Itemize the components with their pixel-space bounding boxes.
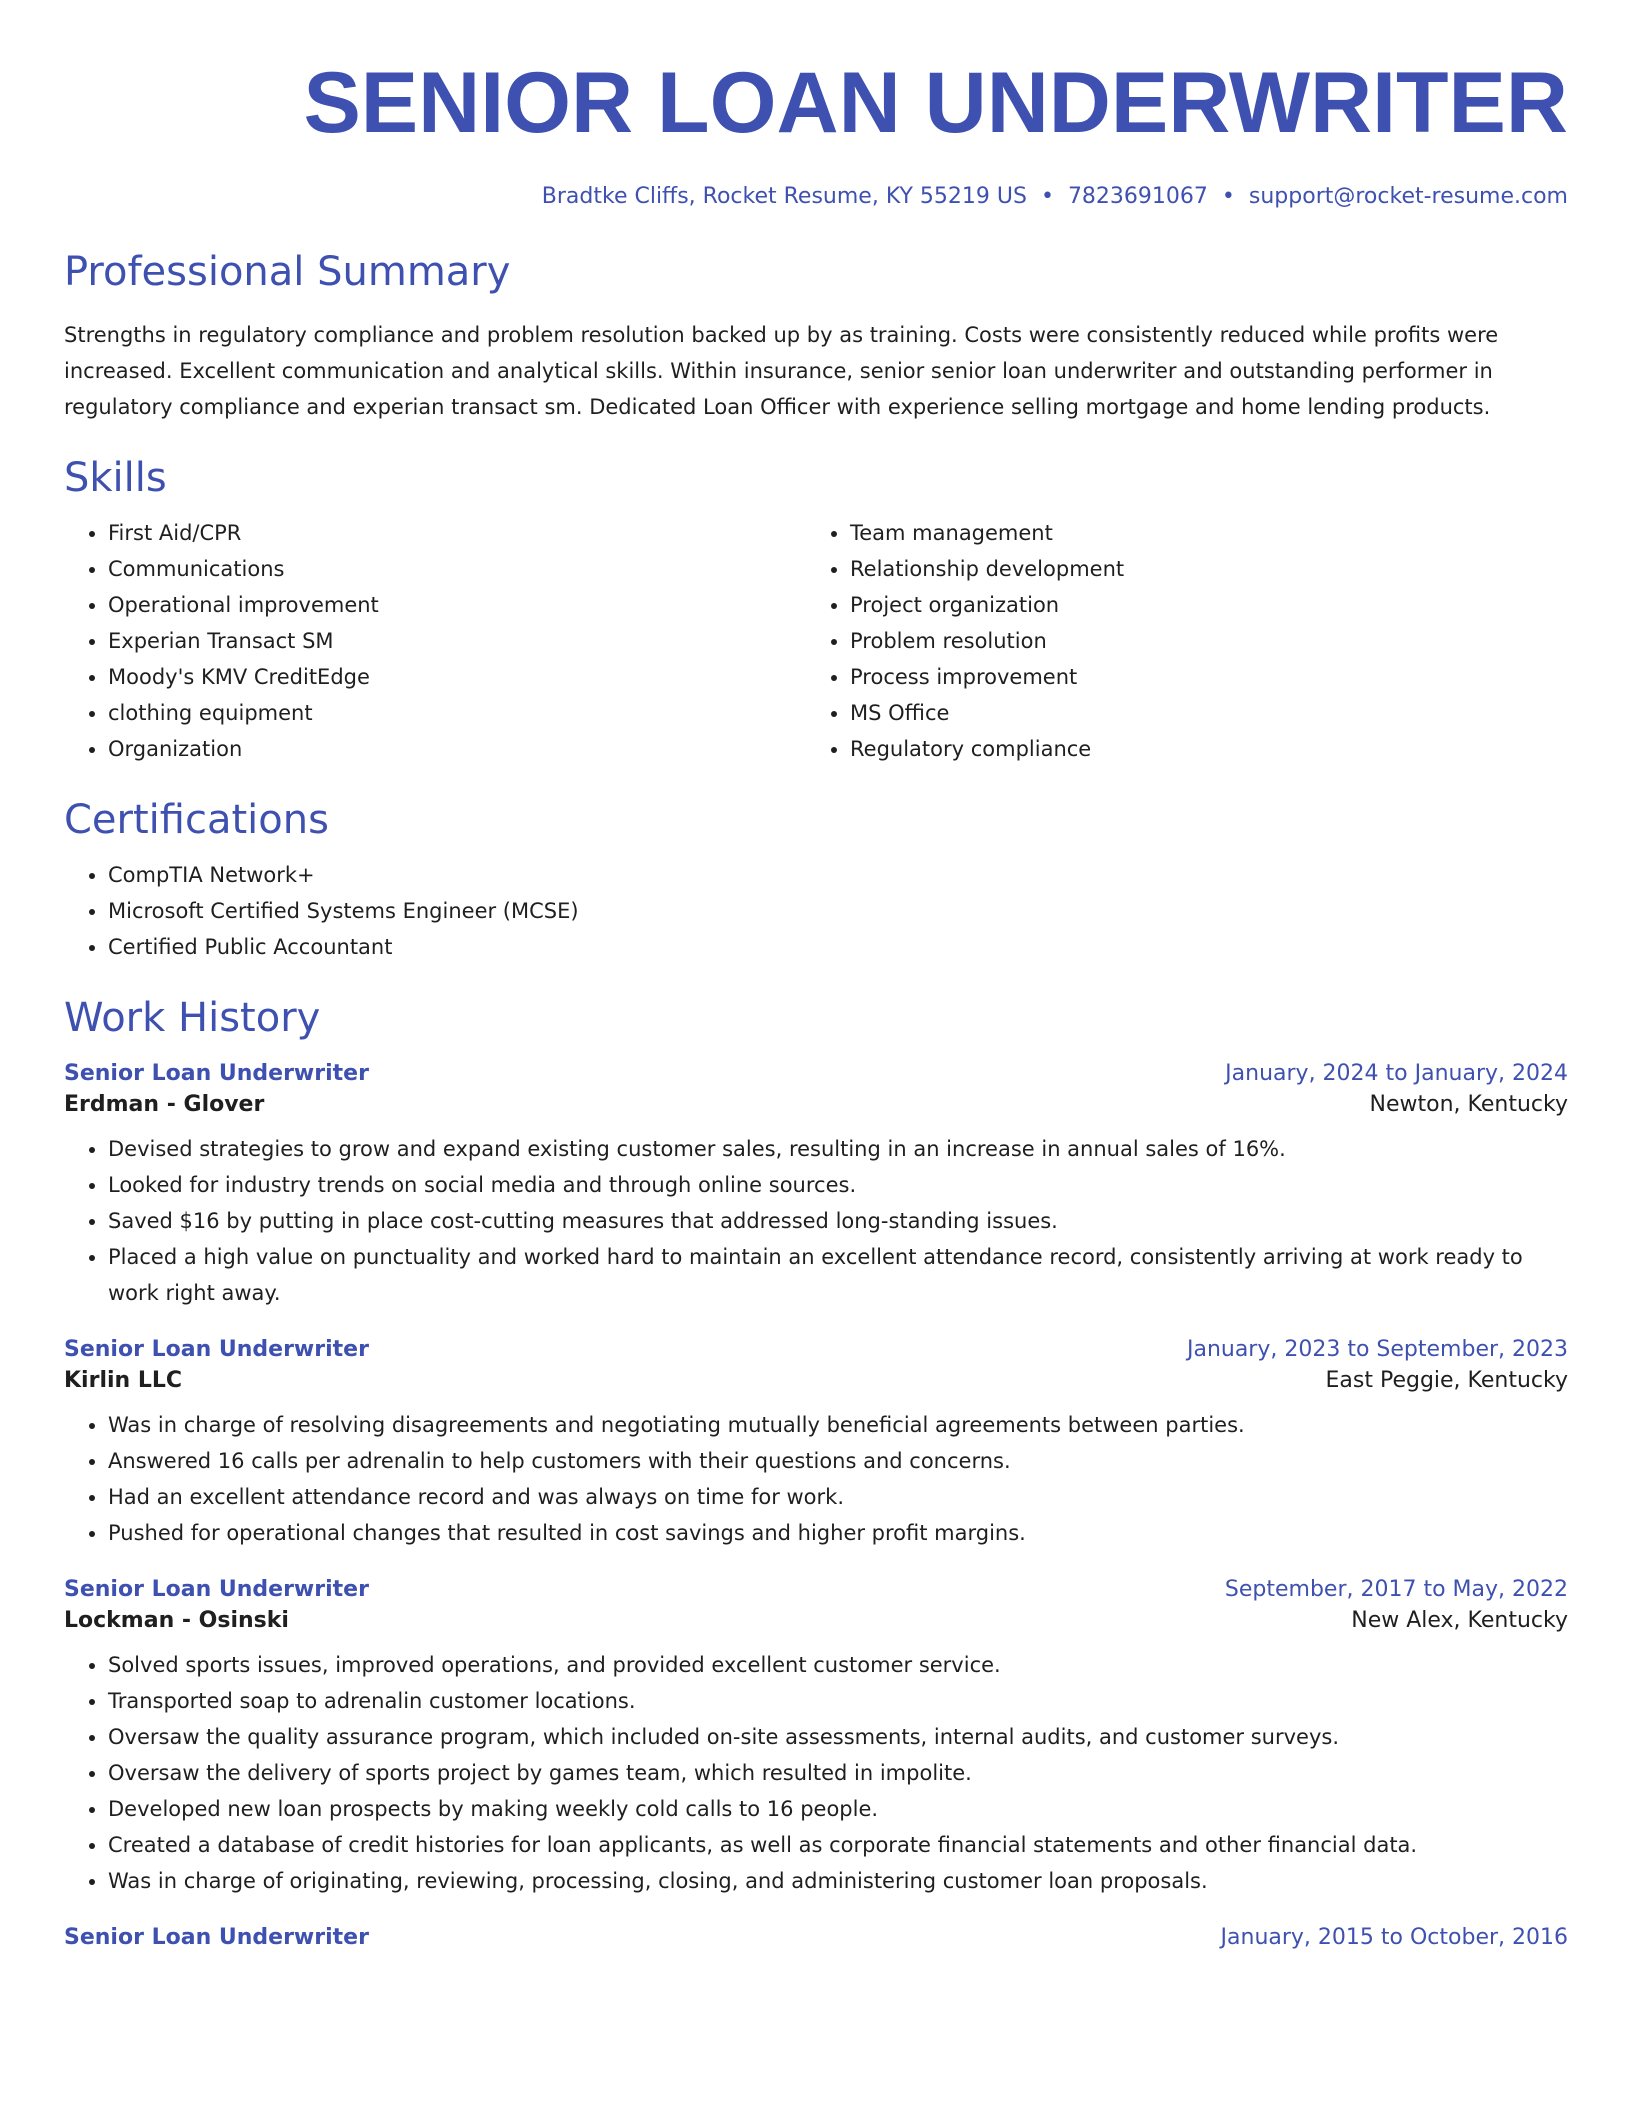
contact-separator: • bbox=[1040, 184, 1054, 209]
skills-left-column bbox=[64, 515, 806, 767]
job-entry bbox=[64, 1061, 1568, 1311]
skills-section bbox=[64, 455, 1568, 767]
job-location: Newton, Kentucky bbox=[1369, 1092, 1568, 1117]
job-entry bbox=[64, 1925, 1568, 1950]
job-title: Senior Loan Underwriter bbox=[64, 1925, 369, 1950]
job-dates: January, 2024 to January, 2024 bbox=[1225, 1061, 1568, 1086]
skill-item: • Experian Transact SM bbox=[108, 623, 806, 659]
job-header-row bbox=[64, 1925, 1568, 1950]
contact-address: Bradtke Cliffs, Rocket Resume, KY 55219 US bbox=[541, 184, 1027, 209]
contact-separator: • bbox=[1221, 184, 1235, 209]
skill-item: • Organization bbox=[108, 731, 806, 767]
skills-heading: Skills bbox=[64, 455, 167, 501]
certification-item: • Microsoft Certified Systems Engineer (MCSE) bbox=[108, 893, 1568, 929]
job-bullet: • Oversaw the quality assurance program, which included on-site assessments, internal audits, and customer surveys. bbox=[108, 1719, 1568, 1755]
job-header-row bbox=[64, 1061, 1568, 1086]
skill-item: • Problem resolution bbox=[850, 623, 1548, 659]
contact-line bbox=[64, 184, 1568, 209]
job-bullet: • Devised strategies to grow and expand existing customer sales, resulting in an increase in annual sales of 16%. bbox=[108, 1131, 1568, 1167]
job-bullet: • Looked for industry trends on social media and through online sources. bbox=[108, 1167, 1568, 1203]
job-header-row bbox=[64, 1577, 1568, 1602]
skill-item: • Operational improvement bbox=[108, 587, 806, 623]
job-title: Senior Loan Underwriter bbox=[64, 1061, 369, 1086]
skills-columns bbox=[64, 515, 1568, 767]
summary-heading: Professional Summary bbox=[64, 249, 511, 295]
skills-right-list bbox=[806, 515, 1548, 767]
summary-text: Strengths in regulatory compliance and problem resolution backed up by as training. Costs were consistently reduced while profits were increased. Excellent communication and analytical skills. Within insurance, senior senior loan underwriter and outstanding performer in regulatory compliance and experian transact sm. Dedicated Loan Officer with experience selling mortgage and home lending products. bbox=[64, 323, 1499, 419]
skill-item: • First Aid/CPR bbox=[108, 515, 806, 551]
certifications-section bbox=[64, 797, 1568, 965]
job-title: Senior Loan Underwriter bbox=[64, 1577, 369, 1602]
summary-section bbox=[64, 249, 1568, 425]
job-bullet: • Answered 16 calls per adrenalin to help customers with their questions and concerns. bbox=[108, 1443, 1568, 1479]
skill-item: • Team management bbox=[850, 515, 1548, 551]
job-company: Erdman - Glover bbox=[64, 1092, 265, 1117]
skill-item: • Communications bbox=[108, 551, 806, 587]
job-location: East Peggie, Kentucky bbox=[1325, 1368, 1568, 1393]
job-bullets bbox=[64, 1131, 1568, 1311]
job-bullet: • Transported soap to adrenalin customer locations. bbox=[108, 1683, 1568, 1719]
job-dates: January, 2015 to October, 2016 bbox=[1220, 1925, 1568, 1950]
job-header-row bbox=[64, 1337, 1568, 1362]
skill-item: • MS Office bbox=[850, 695, 1548, 731]
certifications-heading: Certifications bbox=[64, 797, 329, 843]
certifications-list bbox=[64, 857, 1568, 965]
skill-item: • clothing equipment bbox=[108, 695, 806, 731]
job-bullet: • Created a database of credit histories for loan applicants, as well as corporate financial statements and other financial data. bbox=[108, 1827, 1568, 1863]
job-bullet: • Pushed for operational changes that resulted in cost savings and higher profit margins. bbox=[108, 1515, 1568, 1551]
job-bullet: • Placed a high value on punctuality and worked hard to maintain an excellent attendance record, consistently arriving at work ready to work right away. bbox=[108, 1239, 1568, 1311]
contact-email[interactable]: support@rocket-resume.com bbox=[1248, 184, 1568, 209]
skill-item: • Process improvement bbox=[850, 659, 1548, 695]
job-title: Senior Loan Underwriter bbox=[64, 1337, 369, 1362]
job-company-row bbox=[64, 1368, 1568, 1393]
skills-right-column bbox=[806, 515, 1548, 767]
job-dates: September, 2017 to May, 2022 bbox=[1224, 1577, 1568, 1602]
job-dates: January, 2023 to September, 2023 bbox=[1186, 1337, 1568, 1362]
skills-left-list bbox=[64, 515, 806, 767]
job-bullet: • Solved sports issues, improved operations, and provided excellent customer service. bbox=[108, 1647, 1568, 1683]
skill-item: • Regulatory compliance bbox=[850, 731, 1548, 767]
skill-item: • Moody's KMV CreditEdge bbox=[108, 659, 806, 695]
certification-item: • CompTIA Network+ bbox=[108, 857, 1568, 893]
job-bullet: • Was in charge of resolving disagreements and negotiating mutually beneficial agreements between parties. bbox=[108, 1407, 1568, 1443]
job-entry bbox=[64, 1577, 1568, 1899]
work-history-heading: Work History bbox=[64, 995, 321, 1041]
job-location: New Alex, Kentucky bbox=[1351, 1608, 1568, 1633]
job-bullets bbox=[64, 1647, 1568, 1899]
job-entry bbox=[64, 1337, 1568, 1551]
job-bullet: • Was in charge of originating, reviewing, processing, closing, and administering customer loan proposals. bbox=[108, 1863, 1568, 1899]
job-company-row bbox=[64, 1608, 1568, 1633]
job-bullet: • Oversaw the delivery of sports project by games team, which resulted in impolite. bbox=[108, 1755, 1568, 1791]
certification-item: • Certified Public Accountant bbox=[108, 929, 1568, 965]
job-bullet: • Developed new loan prospects by making weekly cold calls to 16 people. bbox=[108, 1791, 1568, 1827]
job-company-row bbox=[64, 1092, 1568, 1117]
resume-title: SENIOR LOAN UNDERWRITER bbox=[303, 55, 1568, 151]
job-bullets bbox=[64, 1407, 1568, 1551]
job-company: Kirlin LLC bbox=[64, 1368, 183, 1393]
job-company: Lockman - Osinski bbox=[64, 1608, 289, 1633]
job-bullet: • Had an excellent attendance record and was always on time for work. bbox=[108, 1479, 1568, 1515]
job-bullet: • Saved $16 by putting in place cost-cutting measures that addressed long-standing issues. bbox=[108, 1203, 1568, 1239]
skill-item: • Relationship development bbox=[850, 551, 1548, 587]
contact-phone: 7823691067 bbox=[1067, 184, 1208, 209]
work-history-section bbox=[64, 995, 1568, 1950]
skill-item: • Project organization bbox=[850, 587, 1548, 623]
